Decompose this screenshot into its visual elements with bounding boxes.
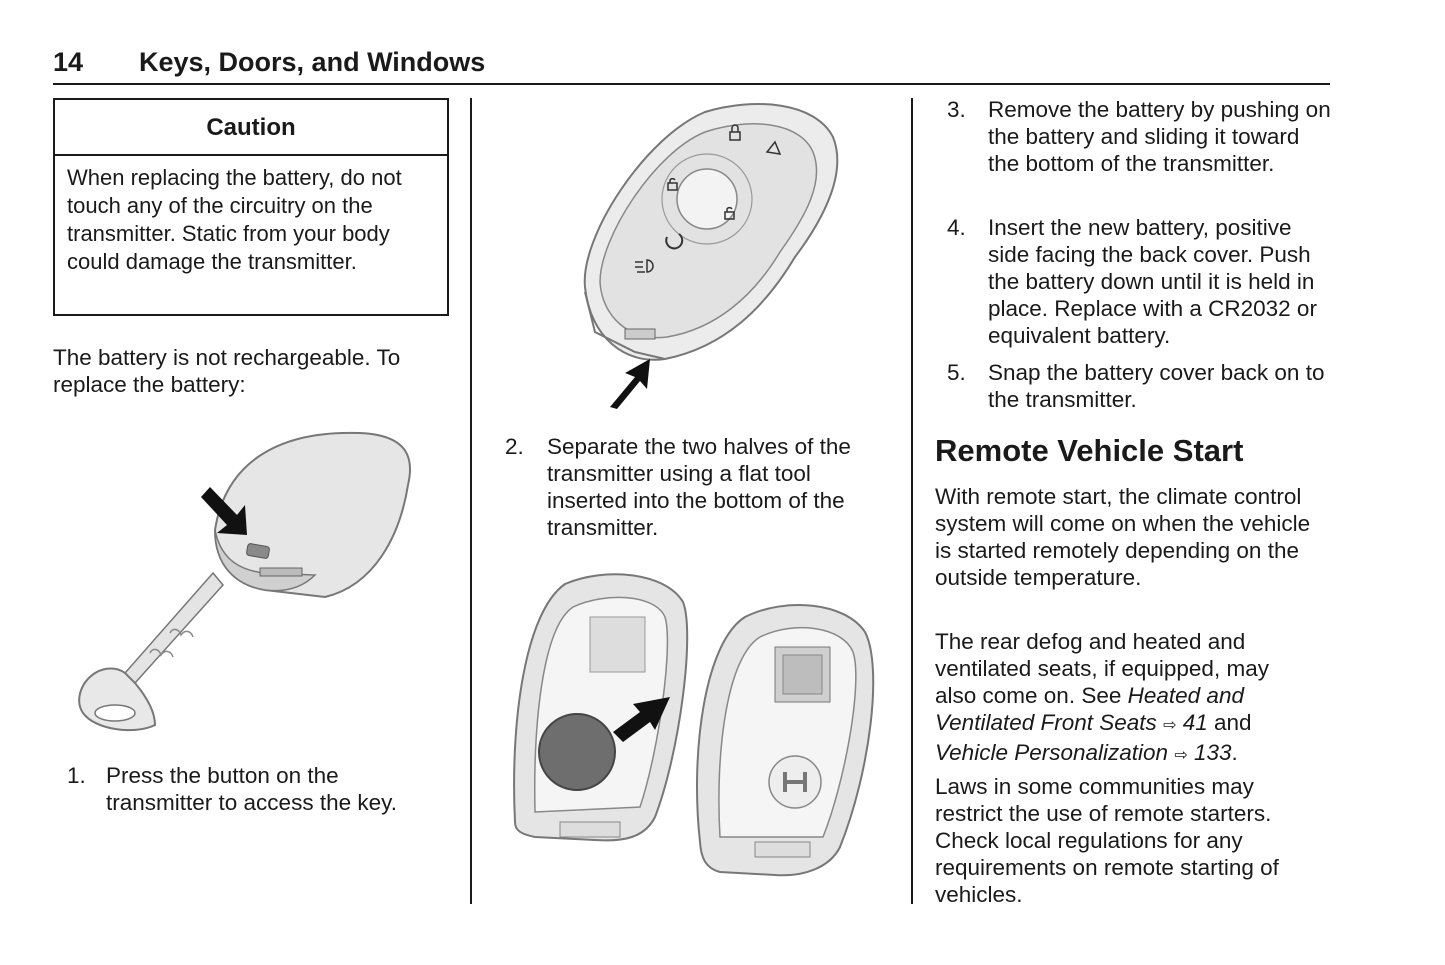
section-title: Keys, Doors, and Windows [139, 47, 486, 77]
step-4-text: Insert the new battery, positive side facing the back cover. Push the battery down until it is held in place. Replace with a CR2032 or equivalent battery. [988, 215, 1317, 348]
p2-text-b: and [1207, 710, 1252, 735]
p2-text-c: . [1231, 740, 1238, 765]
ref-heated-seats-page[interactable]: 41 [1182, 710, 1208, 735]
step-2-number: 2. [505, 434, 524, 459]
transmitter-halves-figure [505, 572, 885, 882]
step-5-number: 5. [947, 360, 966, 385]
step-3-number: 3. [947, 97, 966, 122]
ref-vehicle-personalization-link[interactable]: Vehicle Personalization [935, 740, 1169, 765]
step-5-text: Snap the battery cover back on to the transmitter. [988, 360, 1325, 412]
remote-start-paragraph-2 [935, 628, 1315, 769]
page-header [53, 47, 1330, 85]
step-1-number: 1. [67, 763, 86, 788]
ref-vehicle-personalization-page[interactable]: 133 [1194, 740, 1232, 765]
caution-body: When replacing the battery, do not touch any of the circuitry on the transmitter. Static from your body could damage the transmitter. [67, 165, 402, 274]
key-fob-front-figure [555, 97, 845, 412]
step-3-text: Remove the battery by pushing on the battery and sliding it toward the bottom of the transmitter. [988, 97, 1331, 176]
key-fob-icon [555, 97, 845, 412]
remote-start-paragraph-1: With remote start, the climate control system will come on when the vehicle is started remotely depending on the outside temperature. [935, 484, 1311, 590]
step-2-text: Separate the two halves of the transmitter using a flat tool inserted into the bottom of the transmitter. [547, 434, 851, 540]
column-divider-right [911, 98, 913, 904]
ref-arrow-icon: ⇨ [1163, 717, 1177, 734]
ref-heated-seats-link[interactable]: Heated and Ventilated Front Seats [935, 683, 1244, 735]
arrow-icon [610, 359, 650, 409]
step-4-number: 4. [947, 215, 966, 240]
caution-box [53, 98, 449, 316]
page-number: 14 [53, 47, 84, 77]
key-fob-key-figure [75, 425, 420, 745]
ref-arrow-icon: ⇨ [1174, 747, 1188, 764]
key-fob-icon [75, 425, 420, 745]
step-1-text: Press the button on the transmitter to access the key. [106, 763, 397, 815]
remote-start-paragraph-3: Laws in some communities may restrict the use of remote starters. Check local regulations for any requirements on remote starting of vehicles. [935, 774, 1279, 907]
p2-text-a: The rear defog and heated and ventilated seats, if equipped, may also come on. See [935, 629, 1269, 708]
intro-text: The battery is not rechargeable. To replace the battery: [53, 345, 401, 397]
battery-icon [505, 572, 885, 882]
remote-start-heading: Remote Vehicle Start [935, 433, 1244, 468]
caution-title: Caution [55, 100, 447, 156]
column-divider-left [470, 98, 472, 904]
